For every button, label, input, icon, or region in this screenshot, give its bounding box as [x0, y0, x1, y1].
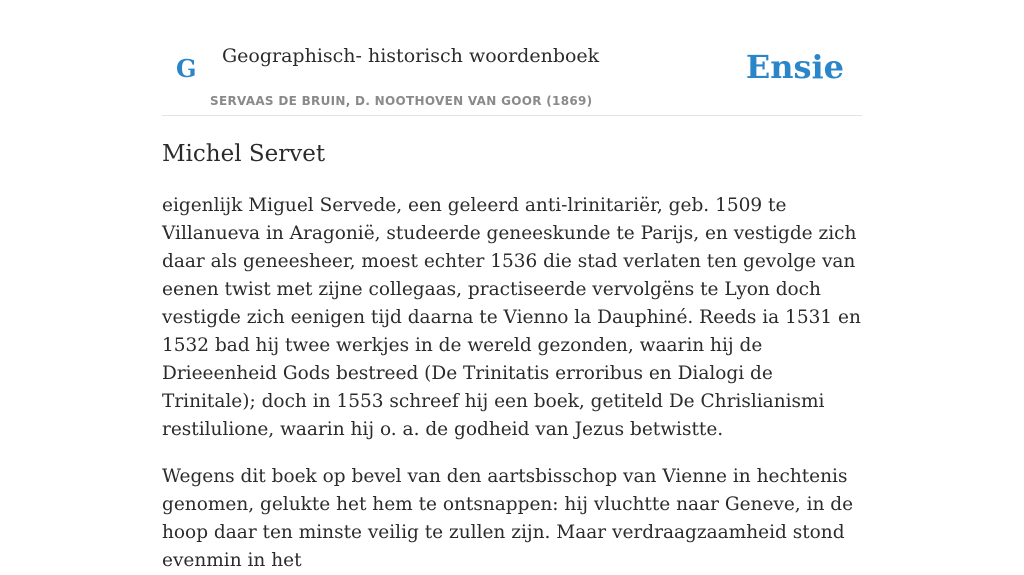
article-paragraph: Wegens dit boek op bevel van den aartsbisschop van Vienne in hechtenis genomen, gelukte het hem te ontsnappen: hij vluchtte naar Geneve, in de hoop daar ten minste veilig te zullen zijn. Maar verdraagzaamheid stond evenmin in het: [162, 466, 854, 571]
site-header: [162, 0, 862, 116]
ensie-logo-link[interactable]: Ensie: [745, 48, 844, 86]
dictionary-logo[interactable]: G: [176, 54, 197, 83]
book-authors: SERVAAS DE BRUIN, D. NOOTHOVEN VAN GOOR (1869): [210, 94, 593, 108]
book-title[interactable]: Geographisch- historisch woordenboek: [222, 45, 600, 67]
entry-title: Michel Servet: [162, 141, 326, 167]
article-paragraph: eigenlijk Miguel Servede, een geleerd anti-lrinitariër, geb. 1509 te Villanueva in Aragonië, studeerde geneeskunde te Parijs, en vestigde zich daar als geneesheer, moest echter 1536 die stad verlaten ten gevolge van eenen twist met zijne collegaas, practiseerde vervolgëns te Lyon doch vestigde zich eenigen tijd daarna te Vienno la Dauphiné. Reeds ia 1531 en 1532 bad hij twee werkjes in de wereld gezonden, waarin hij de Drieeenheid Gods bestreed (De Trinitatis erroribus en Dialogi de Trinitale); doch in 1553 schreef hij een boek, getiteld De Chrislianismi restilulione, waarin hij o. a. de godheid van Jezus betwistte.: [162, 195, 861, 440]
article: [162, 138, 862, 575]
